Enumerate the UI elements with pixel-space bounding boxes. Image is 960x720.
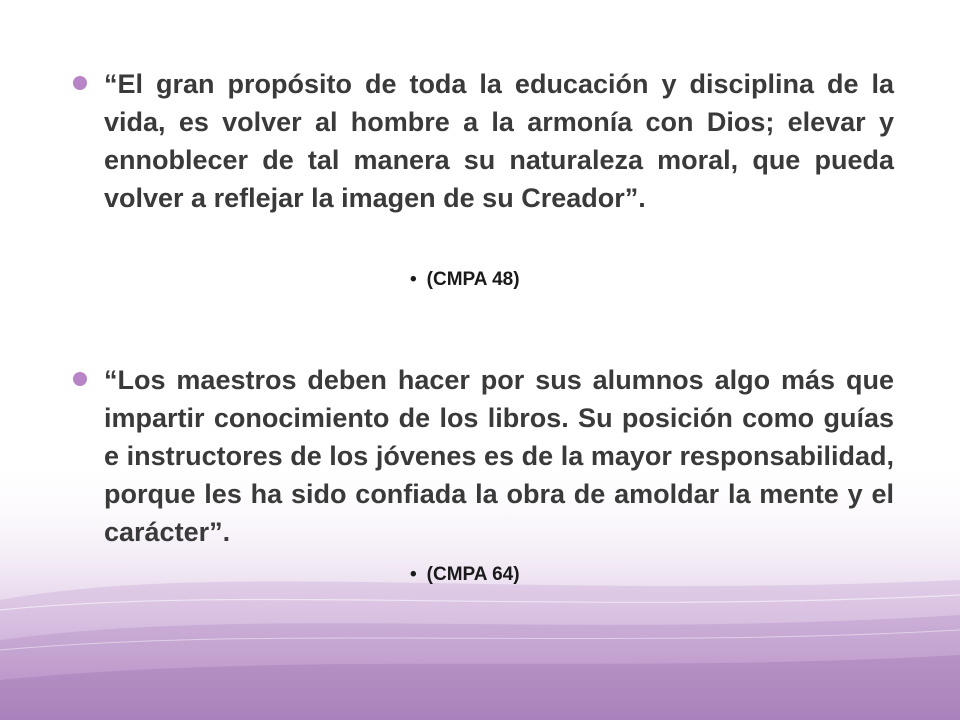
bullet-icon: [73, 76, 87, 90]
quote-text-2: “Los maestros deben hacer por sus alumnos algo más que impartir conocimiento de los libros. Su posición como guías e instructores de los jóvenes es de la mayor responsabilidad, porque les ha sido confiada la obra de amoldar la mente y el carácter”.: [104, 365, 894, 547]
sub-bullet-icon: •: [410, 564, 417, 585]
quote-text-1: “El gran propósito de toda la educación y disciplina de la vida, es volver al hombre a la armonía con Dios; elevar y ennoblecer de tal manera su naturaleza moral, que pueda volver a reflejar la imagen de su Creador”.: [104, 69, 894, 213]
sub-bullet-icon: •: [410, 269, 417, 290]
reference-2: [410, 563, 520, 587]
reference-label-2: (CMPA 64): [426, 564, 520, 585]
reference-1: [410, 268, 520, 292]
bullet-icon: [73, 372, 87, 386]
reference-label-1: (CMPA 48): [426, 269, 520, 290]
